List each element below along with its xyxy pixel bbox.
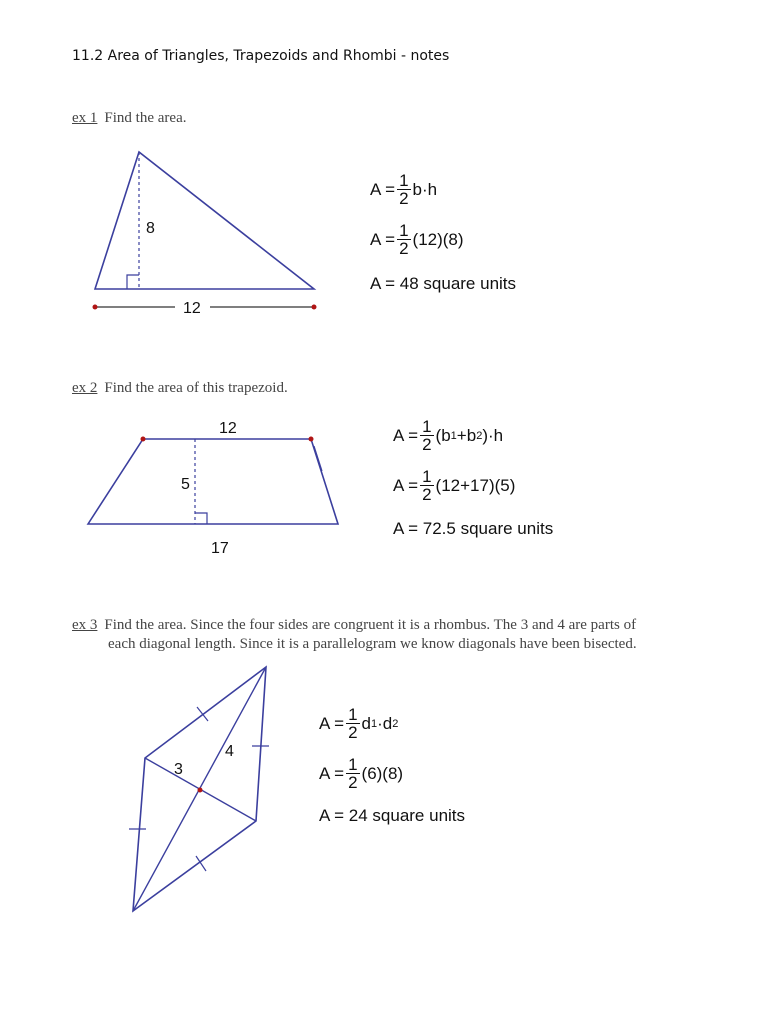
subscript: 2 (476, 429, 483, 442)
triangle-figure (93, 152, 317, 317)
base-endpoint-right (312, 305, 317, 310)
fraction-numerator: 1 (422, 467, 432, 486)
ex2-prompt: Find the area of this trapezoid. (104, 380, 288, 396)
subscript: 1 (371, 717, 378, 730)
formula-paren: ( (435, 425, 442, 445)
fraction-denominator: 2 (399, 239, 409, 258)
ex1-formula-step2 (370, 222, 464, 257)
fraction-one-half (346, 706, 359, 741)
trapezoid-figure (88, 420, 338, 557)
formula-term: )·h (482, 425, 504, 445)
fraction-denominator: 2 (399, 189, 409, 208)
fraction-numerator: 1 (348, 705, 358, 724)
formula-term: (6)(8) (361, 763, 404, 783)
trapezoid-top-left-point (141, 437, 146, 442)
fraction-one-half (420, 468, 433, 503)
triangle-shape (95, 152, 314, 289)
trapezoid-right-angle-mark (195, 513, 207, 524)
fraction-one-half (397, 222, 410, 257)
ex2-label: ex 2 (72, 380, 98, 396)
trapezoid-top-label: 12 (219, 420, 237, 437)
ex1-formula-step1 (370, 172, 437, 207)
formula-term: b·h (412, 179, 438, 199)
congruence-tick-top (197, 707, 208, 721)
subscript: 2 (392, 717, 399, 730)
formula-prefix: A = (319, 763, 345, 783)
formula-prefix: A = (393, 425, 419, 445)
formula-term: (12)(8) (412, 229, 464, 249)
fraction-numerator: 1 (348, 755, 358, 774)
fraction-denominator: 2 (422, 435, 432, 454)
ex3-prompt-line2: each diagonal length. Since it is a parallelogram we know diagonals have been bisected. (108, 636, 637, 652)
formula-term: d (361, 713, 371, 733)
formula-term: ·d (377, 713, 393, 733)
ex3-formula-result: A = 24 square units (319, 806, 466, 825)
ex1-prompt: Find the area. (104, 110, 187, 126)
ex3-formula-step1 (319, 706, 398, 741)
formula-prefix: A = (319, 713, 345, 733)
ex3-formula-step2 (319, 756, 403, 791)
rhombus-label-4: 4 (225, 743, 234, 760)
ex3-label: ex 3 (72, 617, 98, 633)
ex1-label: ex 1 (72, 110, 98, 126)
formula-term: (12+17)(5) (435, 475, 516, 495)
rhombus-figure (129, 667, 269, 911)
base-endpoint-left (93, 305, 98, 310)
ex2-formula-result: A = 72.5 square units (393, 519, 554, 538)
formula-term: +b (456, 425, 477, 445)
ex2-formula-step2 (393, 468, 515, 503)
ex3-prompt-block (72, 616, 637, 654)
trapezoid-top-right-point (309, 437, 314, 442)
fraction-numerator: 1 (422, 417, 432, 436)
formula-prefix: A = (393, 475, 419, 495)
diagonal-intersection-point (198, 788, 203, 793)
triangle-base-label: 12 (183, 300, 201, 317)
formula-prefix: A = (370, 179, 396, 199)
trapezoid-height-label: 5 (181, 476, 190, 493)
ex2-prompt-line (72, 379, 288, 398)
subscript: 1 (450, 429, 457, 442)
ex2-formula-step1 (393, 418, 503, 453)
trapezoid-bottom-label: 17 (211, 540, 229, 557)
ex1-formula-result: A = 48 square units (370, 274, 517, 293)
rhombus-label-3: 3 (174, 761, 183, 778)
fraction-numerator: 1 (399, 221, 409, 240)
formula-term: b (441, 425, 451, 445)
fraction-one-half (397, 172, 410, 207)
trapezoid-shape (88, 439, 338, 524)
trapezoid-side-segment (314, 446, 322, 471)
page-title: 11.2 Area of Triangles, Trapezoids and Rhombi - notes (72, 48, 450, 64)
triangle-right-angle-mark (127, 275, 139, 289)
fraction-one-half (346, 756, 359, 791)
triangle-height-label: 8 (146, 220, 155, 237)
fraction-one-half (420, 418, 433, 453)
fraction-denominator: 2 (348, 773, 358, 792)
ex3-prompt-line1: Find the area. Since the four sides are congruent it is a rhombus. The 3 and 4 are parts of (104, 617, 637, 633)
formula-prefix: A = (370, 229, 396, 249)
fraction-numerator: 1 (399, 171, 409, 190)
fraction-denominator: 2 (422, 485, 432, 504)
fraction-denominator: 2 (348, 723, 358, 742)
